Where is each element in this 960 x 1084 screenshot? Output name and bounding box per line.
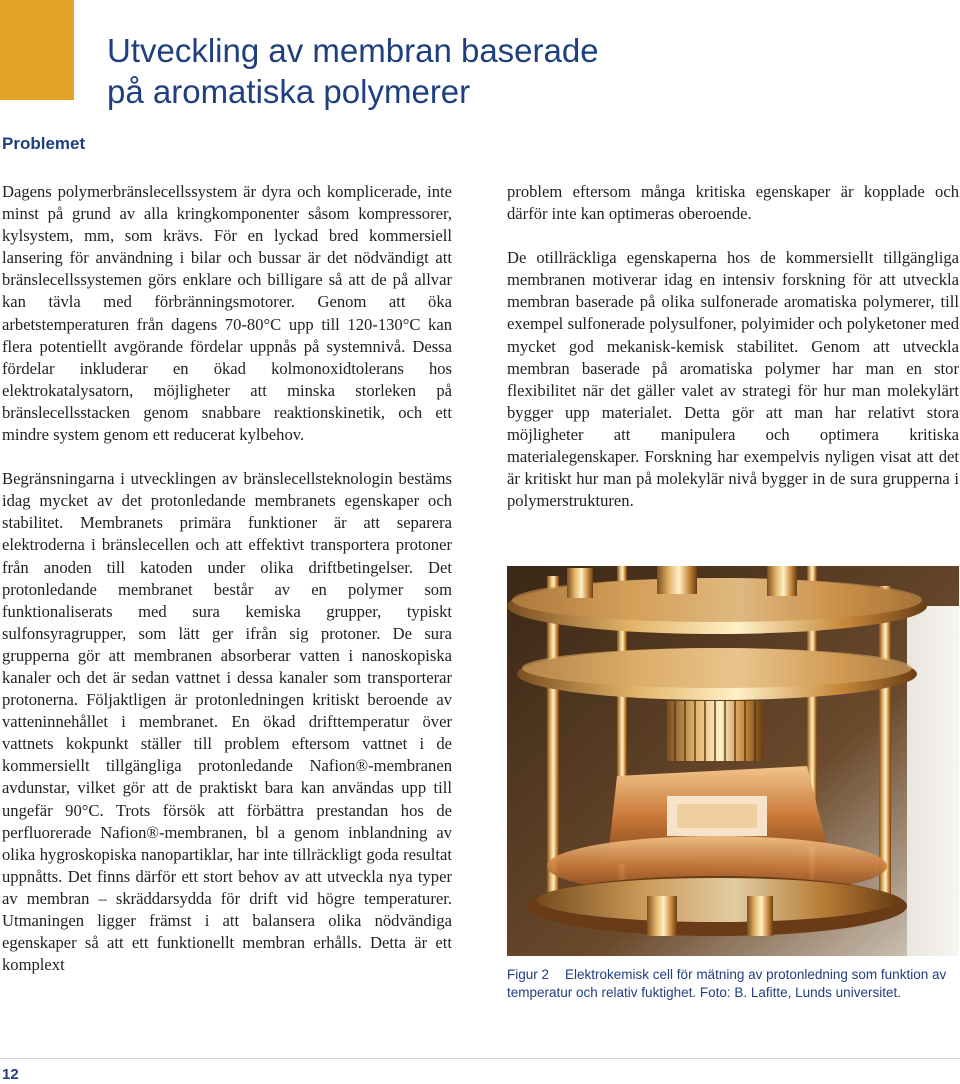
title-line-1: Utveckling av membran baserade: [107, 32, 599, 69]
title-line-2: på aromatiska polymerer: [107, 73, 471, 110]
page-title: [107, 30, 927, 112]
right-column: [507, 181, 959, 534]
paragraph: Begränsningarna i utvecklingen av bränslecellsteknologin bestäms idag mycket av det protonledande membranets egenskaper och stabilitet. Membranets primära funktioner är att separera elektroderna i bränslecellen och att effektivt transportera protoner från anoden till katoden under olika driftbetingelser. Det protonledande membranet består av en polymer som funktionaliserats med sura kemiska grupper, typiskt sulfonsyragrupper, som lätt ger ifrån sig protoner. De sura grupperna gör att membranen absorberar vatten i nanoskopiska kanaler och det är sedan vattnet i dessa kanaler som transporterar protonerna. Följaktligen är protonledningen kritiskt beroende av vatteninnehållet i membranet. En ökad drifttemperatur över vattnets kokpunkt ställer till problem eftersom vattnet i de kommersiellt tillgängliga protonledande Nafion®-membranen avdunstar, vilket gör att de praktiskt bara kan användas upp till ungefär 90°C. Trots försök att förbättra prestandan hos de perfluorerade Nafion®-membranen, bl a genom inblandning av olika hygroskopiska nanopartiklar, har inte tillräckligt goda resultat uppnåtts. Det finns därför ett stort behov av att utveckla nya typer av membran – skräddarsydda för drift vid högre temperaturer. Utmaningen ligger främst i att balansera olika nödvändiga egenskaper så att ett funktionellt membran erhålls. Detta är ett komplext: [2, 469, 452, 975]
cell-photo-illustration: [507, 566, 959, 956]
footer-divider: [0, 1058, 960, 1059]
accent-block: [0, 0, 74, 100]
left-column: [2, 181, 452, 998]
page-number: 12: [2, 1066, 19, 1083]
paragraph: problem eftersom många kritiska egenskaper är kopplade och därför inte kan optimeras oberoende.: [507, 182, 959, 224]
figure-caption-text: Elektrokemisk cell för mätning av protonledning som funktion av temperatur och relativ fuktighet. Foto: B. Lafitte, Lunds universitet.: [507, 967, 947, 1000]
section-heading: Problemet: [2, 134, 86, 153]
figure-label: Figur 2: [507, 967, 550, 982]
figure-caption: [507, 966, 959, 1002]
paragraph: Dagens polymerbränslecellssystem är dyra och komplicerade, inte minst på grund av alla kringkomponenter såsom kompressorer, kylsystem, mm, som krävs. För en lyckad bred kommersiell lansering för användning i bilar och bussar är det nödvändigt att bränslecellssystemen görs enklare och billigare så att de på allvar kan tävla med förbränningsmotorer. Genom att öka arbetstemperaturen från dagens 70-80°C upp till 120-130°C kan flera potentiellt avgörande fördelar uppnås på systemnivå. Dessa fördelar inkluderar en ökad kolmonoxidtolerans hos elektrokatalysatorn, möjligheter att minska storleken på bränslecellsstacken genom snabbare reaktionskinetik, och ett mindre system genom ett reducerat kylbehov.: [2, 182, 452, 445]
paragraph: De otillräckliga egenskaperna hos de kommersiellt tillgängliga membranen motiverar idag en intensiv forskning för att utveckla membran baserade på olika sulfonerade aromatiska polymerer, till exempel sulfonerade polysulfoner, polyimider och polyketoner med mycket god mekanisk-kemisk stabilitet. Genom att utveckla membran baserade på aromatiska polymer har man en stor flexibilitet när det gäller valet av strategi för hur man molekylärt bygger upp materialet. Detta gör att man har relativt stora möjligheter att manipulera och optimera kritiska materialegenskaper. Forskning har exempelvis nyligen visat att det är kritiskt hur man på molekylär nivå bygger in de sura grupperna i polymerstrukturen.: [507, 248, 959, 511]
electrochemical-cell-photo: [507, 566, 959, 956]
